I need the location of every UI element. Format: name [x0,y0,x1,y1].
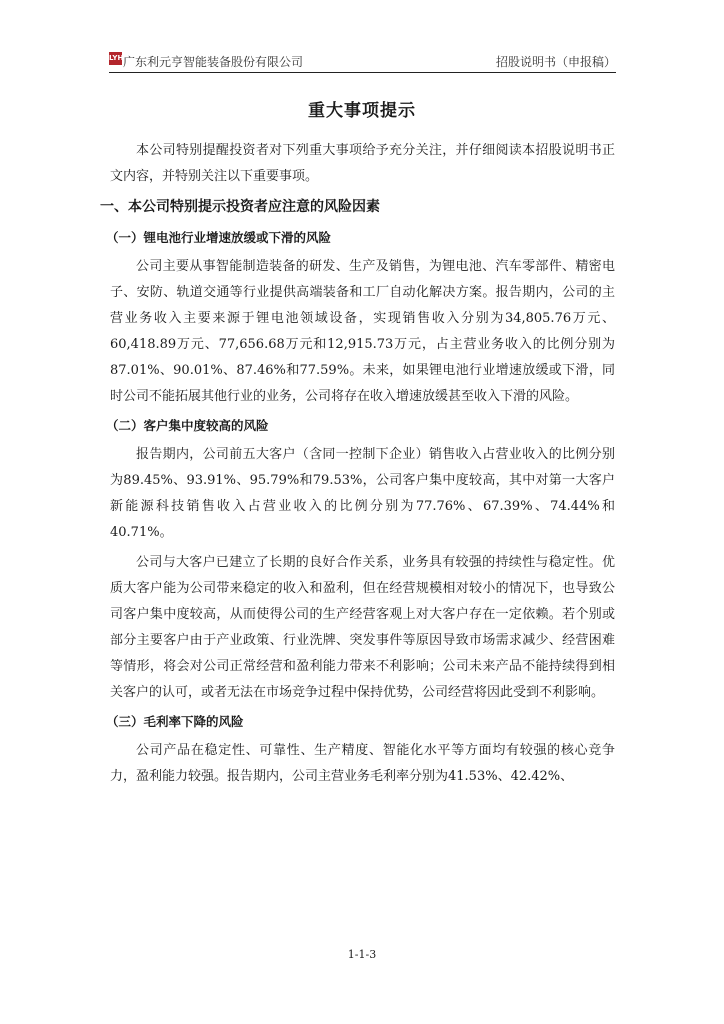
subsection-3-paragraph: 公司产品在稳定性、可靠性、生产精度、智能化水平等方面均有较强的核心竞争力，盈利能力较强。报告期内，公司主营业务毛利率分别为41.53%、42.42%、 [110,743,615,784]
document-title: 招股说明书（申报稿） [495,55,616,69]
company-logo: LYH [109,52,122,65]
subsection-2-paragraph-2: 公司与大客户已建立了长期的良好合作关系，业务具有较强的持续性与稳定性。优质大客户能为公司带来稳定的收入和盈利，但在经营规模相对较小的情况下，也导致公司客户集中度较高，从而使得公司的生产经营客观上对大客户存在一定依赖。若个别或部分主要客户由于产业政策、行业洗牌、突发事件等原因导致市场需求减少、经营困难等情形，将会对公司正常经营和盈利能力带来不利影响；公司未来产品不能持续得到相关客户的认可，或者无法在市场竞争过程中保持优势，公司经营将因此受到不利影响。 [110,555,615,700]
company-name: 广东利元亨智能装备股份有限公司 [123,55,304,69]
section-heading: 一、本公司特别提示投资者应注意的风险因素 [100,199,380,215]
page-number: 1-1-3 [347,948,377,961]
subsection-1-paragraph: 公司主要从事智能制造装备的研发、生产及销售，为锂电池、汽车零部件、精密电子、安防、轨道交通等行业提供高端装备和工厂自动化解决方案。报告期内，公司的主营业务收入主要来源于锂电池领域设备，实现销售收入分别为34,805.76万元、60,418.89万元、77,656.68万元和12,915.73万元，占主营业务收入的比例分别为87.01%、90.01%、87.46%和77.59%。未来，如果锂电池行业增速放缓或下滑，同时公司不能拓展其他行业的业务，公司将存在收入增速放缓甚至收入下滑的风险。 [110,259,615,404]
document-body [100,138,615,794]
page-header [109,48,616,73]
subsection-heading-1: （一）锂电池行业增速放缓或下滑的风险 [106,230,332,245]
subsection-heading-2: （二）客户集中度较高的风险 [106,418,269,433]
intro-paragraph: 本公司特别提醒投资者对下列重大事项给予充分关注，并仔细阅读本招股说明书正文内容，并特别关注以下重要事项。 [110,143,615,184]
page-title: 重大事项提示 [308,101,416,121]
subsection-2-paragraph-1: 报告期内，公司前五大客户（含同一控制下企业）销售收入占营业收入的比例分别为89.45%、93.91%、95.79%和79.53%，公司客户集中度较高，其中对第一大客户新能源科技销售收入占营业收入的比例分别为77.76%、67.39%、74.44%和40.71%。 [110,447,615,540]
subsection-heading-3: （三）毛利率下降的风险 [106,714,244,729]
